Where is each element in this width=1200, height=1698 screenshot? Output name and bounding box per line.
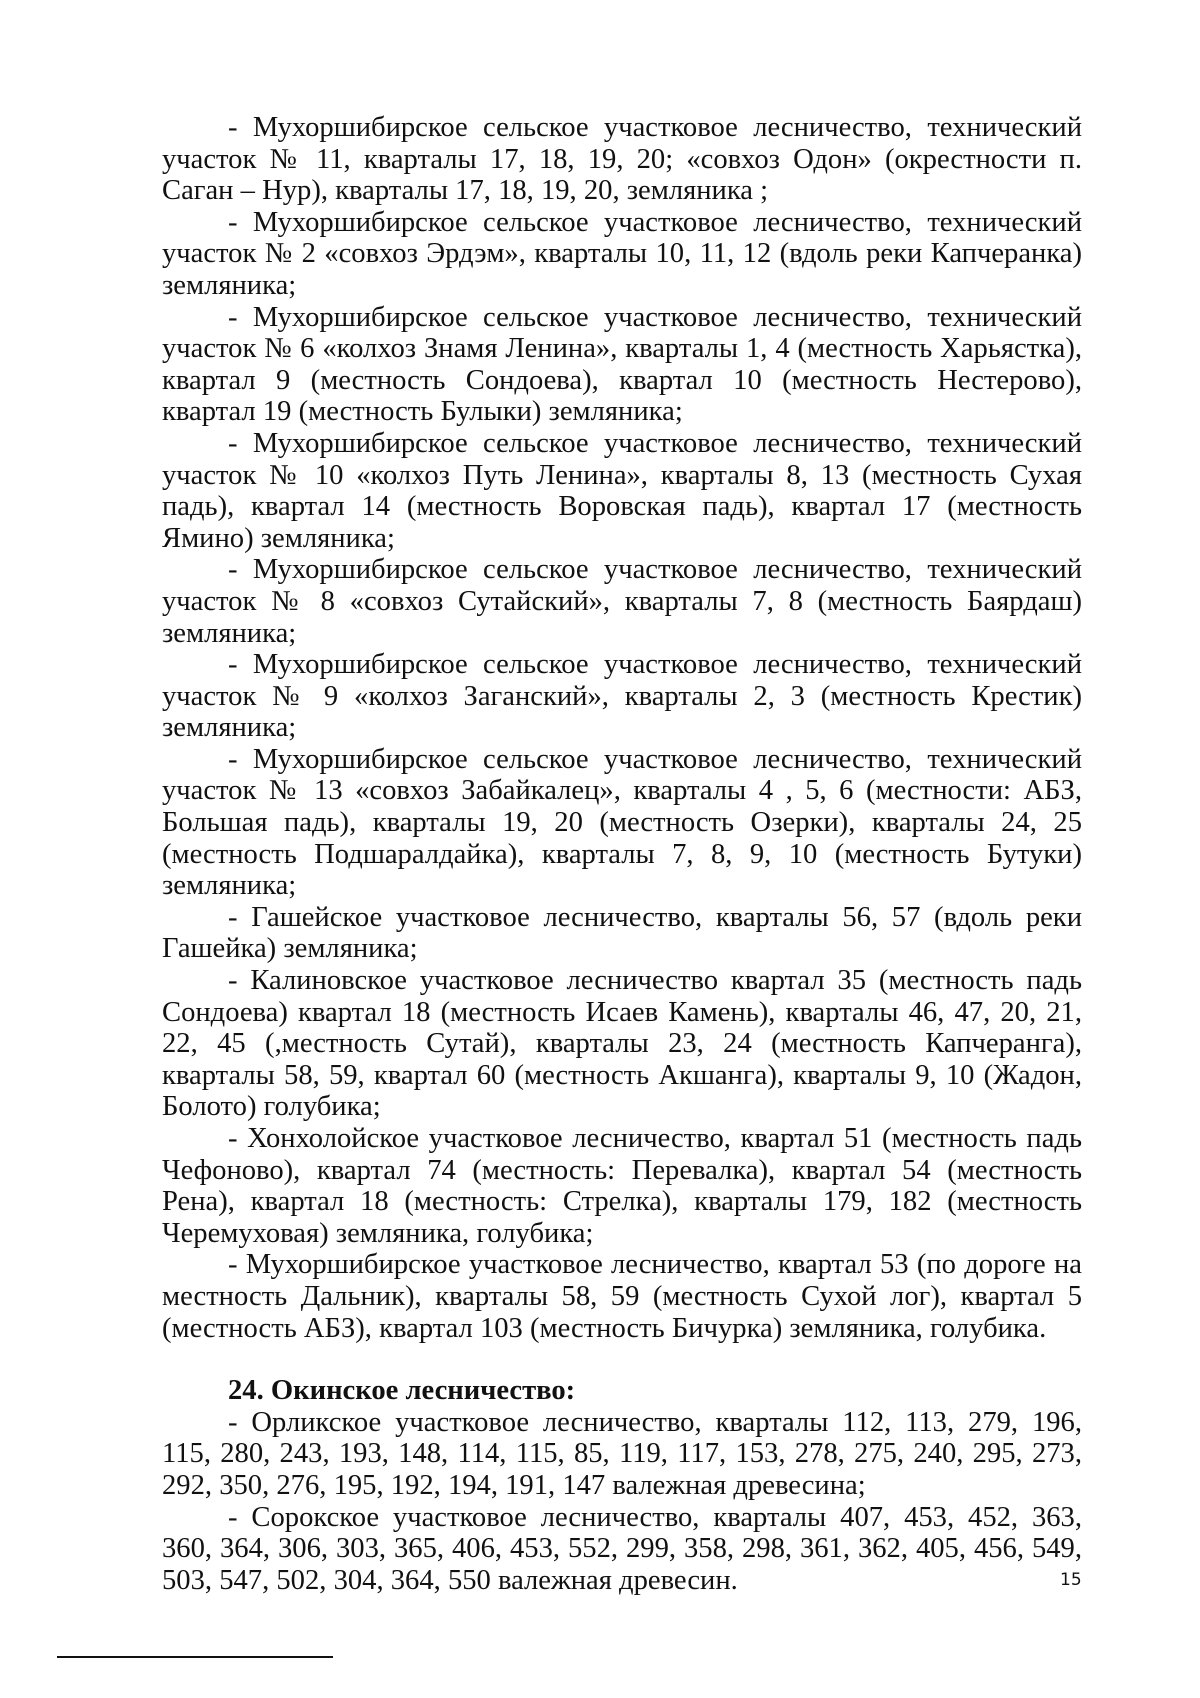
footnote-separator-line: [57, 1656, 333, 1658]
paragraph-mukhorshibir-technical-8: - Мухоршибирское сельское участковое лесничество, технический участок № 8 «совхоз Сутайский», кварталы 7, 8 (местность Баярдаш) земляника;: [162, 554, 1082, 649]
paragraph-khonkholoyskoe: - Хонхолойское участковое лесничество, квартал 51 (местность падь Чефоново), квартал 74 (местность: Перевалка), квартал 54 (местность Рена), квартал 18 (местность: Стрелка), кварталы 179, 182 (местность Черемуховая) земляника, голубика;: [162, 1123, 1082, 1249]
paragraph-mukhorshibir-technical-10: - Мухоршибирское сельское участковое лесничество, технический участок № 10 «колхоз Путь Ленина», кварталы 8, 13 (местность Сухая падь), квартал 14 (местность Воровская падь), квартал 17 (местность Ямино) земляника;: [162, 427, 1082, 554]
section-heading-okinskoe: 24. Окинское лесничество:: [228, 1375, 576, 1407]
paragraph-mukhorshibir-technical-11: - Мухоршибирское сельское участковое лесничество, технический участок № 11, кварталы 17, 18, 19, 20; «совхоз Одон» (окрестности п. Саган – Нур), кварталы 17, 18, 19, 20, земляника ;: [162, 112, 1082, 207]
paragraph-mukhorshibir-technical-9: - Мухоршибирское сельское участковое лесничество, технический участок № 9 «колхоз Заганский», кварталы 2, 3 (местность Крестик) земляника;: [162, 649, 1082, 744]
page-number: 15: [1060, 1570, 1082, 1590]
paragraph-gasheyskoe: - Гашейское участковое лесничество, кварталы 56, 57 (вдоль реки Гашейка) земляника;: [162, 901, 1082, 965]
paragraph-mukhorshibir-technical-13: - Мухоршибирское сельское участковое лесничество, технический участок № 13 «совхоз Забайкалец», кварталы 4 , 5, 6 (местности: АБЗ, Большая падь), кварталы 19, 20 (местность Озерки), кварталы 24, 25 (местность Подшаралдайка), кварталы 7, 8, 9, 10 (местность Бутуки) земляника;: [162, 743, 1082, 902]
paragraph-mukhorshibir-technical-2: - Мухоршибирское сельское участковое лесничество, технический участок № 2 «совхоз Эрдэм», кварталы 10, 11, 12 (вдоль реки Капчеранка) земляника;: [162, 206, 1082, 301]
paragraph-orlikskoe: - Орликское участковое лесничество, кварталы 112, 113, 279, 196, 115, 280, 243, 193, 148, 114, 115, 85, 119, 117, 153, 278, 275, 240, 295, 273, 292, 350, 276, 195, 192, 194, 191, 147 валежная древесина;: [162, 1406, 1082, 1501]
paragraph-sorokskoe: - Сорокское участковое лесничество, кварталы 407, 453, 452, 363, 360, 364, 306, 303, 365, 406, 453, 552, 299, 358, 298, 361, 362, 405, 456, 549, 503, 547, 502, 304, 364, 550 валежная древесин.: [162, 1501, 1082, 1596]
page-body: [162, 112, 1082, 1596]
paragraph-mukhorshibir-technical-6: - Мухоршибирское сельское участковое лесничество, технический участок № 6 «колхоз Знамя Ленина», кварталы 1, 4 (местность Харьястка), квартал 9 (местность Сондоева), квартал 10 (местность Нестерово), квартал 19 (местность Булыки) земляника;: [162, 301, 1082, 428]
paragraph-kalinovskoe: - Калиновское участковое лесничество квартал 35 (местность падь Сондоева) квартал 18 (местность Исаев Камень), кварталы 46, 47, 20, 21, 22, 45 (,местность Сутай), кварталы 23, 24 (местность Капчеранга), кварталы 58, 59, квартал 60 (местность Акшанга), кварталы 9, 10 (Жадон, Болото) голубика;: [162, 965, 1082, 1123]
paragraph-mukhorshibir-forestry: - Мухоршибирское участковое лесничество, квартал 53 (по дороге на местность Дальник), кварталы 58, 59 (местность Сухой лог), квартал 5 (местность АБЗ), квартал 103 (местность Бичурка) земляника, голубика.: [162, 1249, 1082, 1344]
